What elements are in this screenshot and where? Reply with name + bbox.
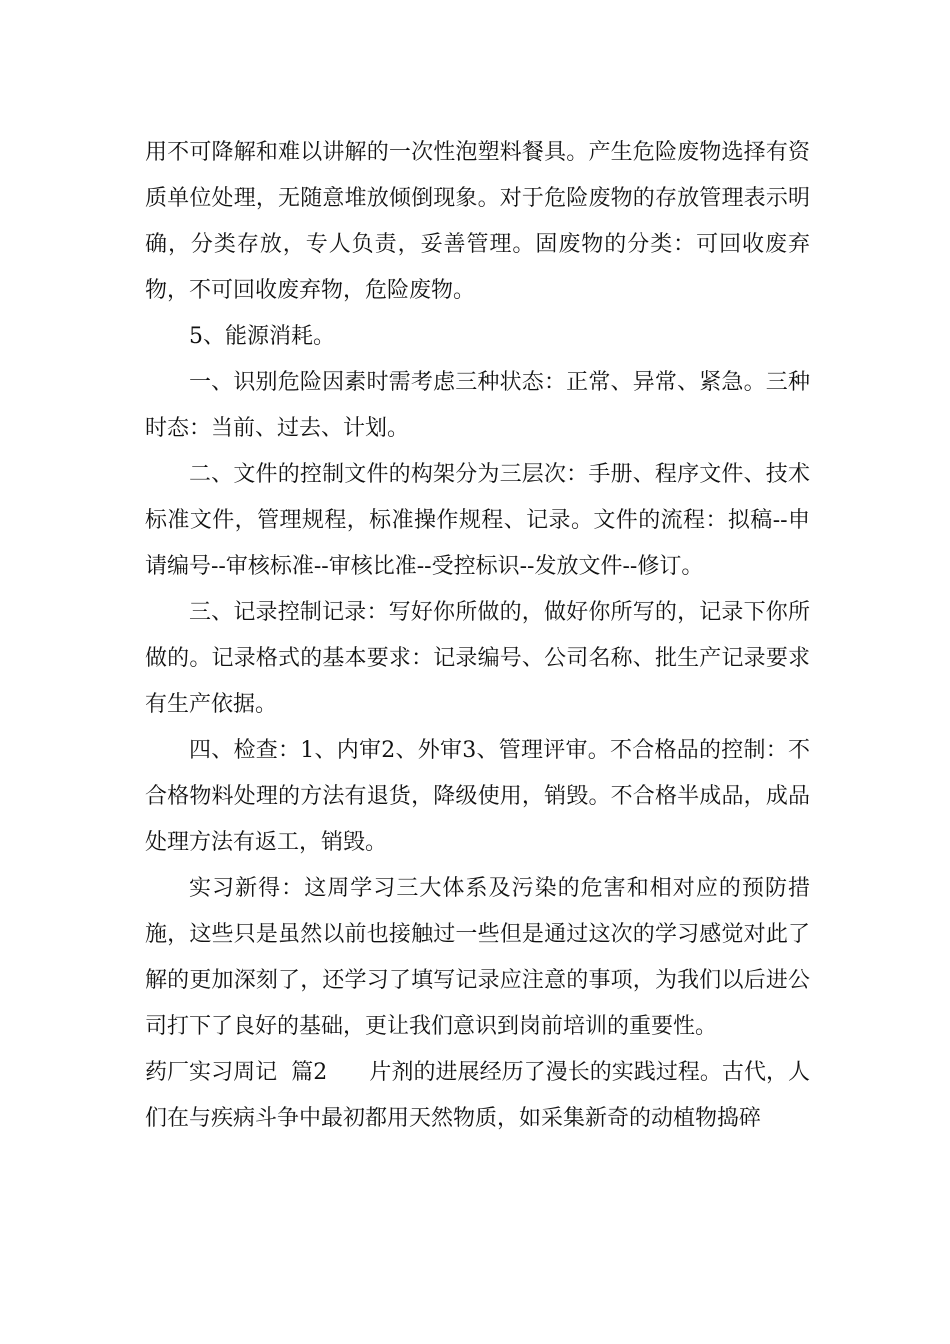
section-2-paragraph: [145, 1050, 810, 1142]
paragraph-document-control: 二、文件的控制文件的构架分为三层次：手册、程序文件、技术标准文件，管理规程，标准操作规程、记录。文件的流程：拟稿--申请编号--审核标准--审核比准--受控标识--发放文件--修订。: [145, 462, 810, 579]
section-2-gap: [327, 1060, 369, 1085]
paragraph-waste-management: 用不可降解和难以讲解的一次性泡塑料餐具。产生危险废物选择有资质单位处理，无随意堆放倾倒现象。对于危险废物的存放管理表示明确，分类存放，专人负责，妥善管理。固废物的分类：可回收废弃物，不可回收废弃物，危险废物。: [145, 140, 810, 303]
paragraph-energy-consumption: 5、能源消耗。: [189, 324, 335, 349]
section-2-text: 片剂的进展经历了漫长的实践过程。古代，人们在与疾病斗争中最初都用天然物质，如采集新奇的动植物捣碎: [145, 1060, 810, 1131]
document-body: [145, 130, 810, 1142]
paragraph-hazard-identification: 一、识别危险因素时需考虑三种状态：正常、异常、紧急。三种时态：当前、过去、计划。: [145, 370, 810, 441]
paragraph-inspection: 四、检查：1、内审2、外审3、管理评审。不合格品的控制：不合格物料处理的方法有退货，降级使用，销毁。不合格半成品，成品处理方法有返工，销毁。: [145, 738, 810, 855]
paragraph-internship-reflection: 实习新得：这周学习三大体系及污染的危害和相对应的预防措施，这些只是虽然以前也接触过一些但是通过这次的学习感觉对此了解的更加深刻了，还学习了填写记录应注意的事项，为我们以后进公司打下了良好的基础，更让我们意识到岗前培训的重要性。: [145, 876, 810, 1039]
section-2-title: 药厂实习周记 篇2: [145, 1060, 328, 1085]
paragraph-record-control: 三、记录控制记录：写好你所做的，做好你所写的，记录下你所做的。记录格式的基本要求：记录编号、公司名称、批生产记录要求有生产依据。: [145, 600, 810, 717]
